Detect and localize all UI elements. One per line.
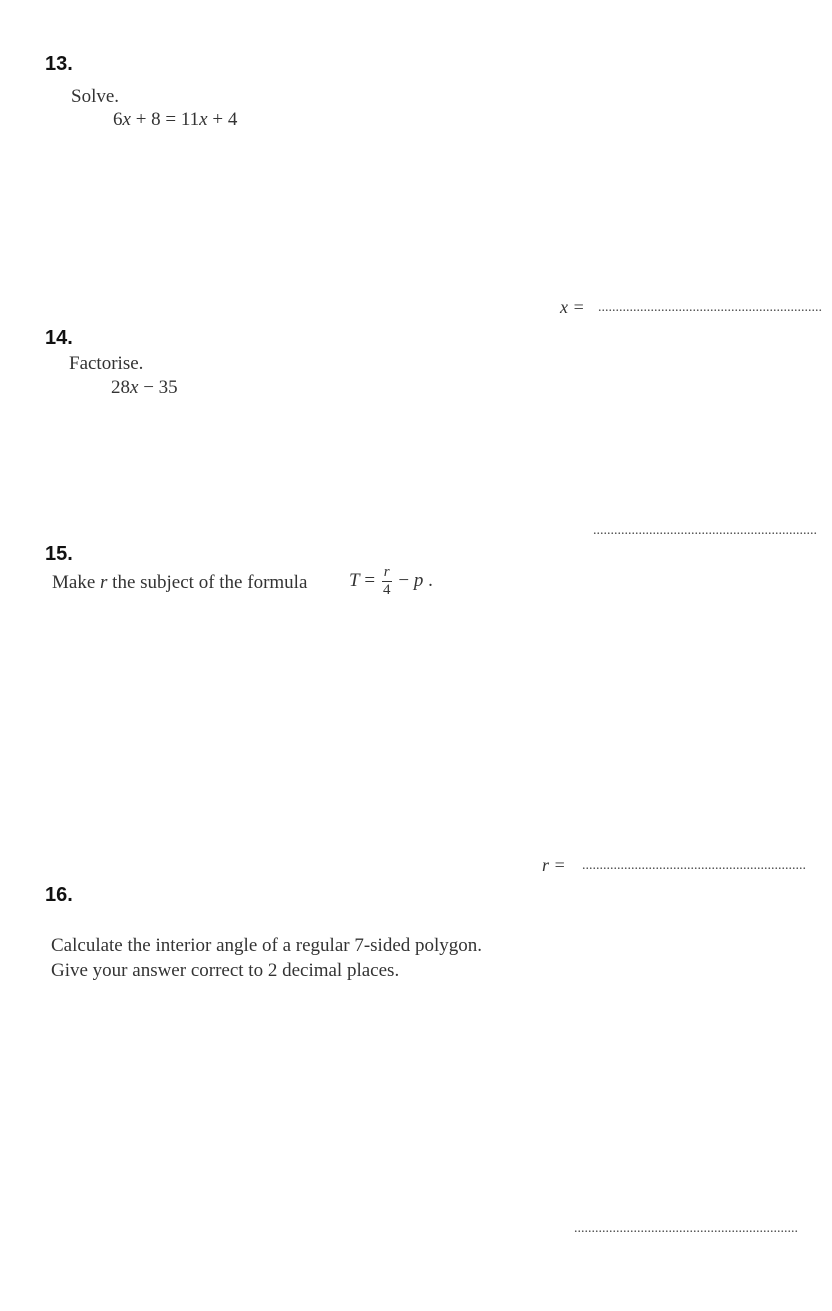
formula-end: . [423,569,433,591]
question-14-expression [111,377,178,399]
question-15-answer-line[interactable]: ................................................................ [582,858,806,873]
formula-p: p [413,569,424,591]
eq-var: x [122,109,131,130]
question-13-equation [113,109,237,131]
eq-var: x [199,109,208,130]
expr-part: − 35 [138,377,178,398]
question-13-answer-label: x = [560,297,585,317]
question-14-answer-line[interactable]: ................................................................ [593,523,817,538]
expr-part: 28 [111,377,130,398]
question-14-instruction: Factorise. [69,353,144,374]
instruction-text: Make [52,572,101,593]
formula-eq: = [359,569,380,591]
question-15-answer-label: r = [542,855,566,875]
question-16-line-1: Calculate the interior angle of a regular 7-sided polygon. [51,935,483,956]
question-16-answer-line[interactable]: ................................................................ [574,1221,798,1236]
question-13-number: 13. [45,53,73,75]
question-13-instruction: Solve. [71,86,120,107]
eq-part: 6 [113,109,123,130]
formula-minus: − [393,569,414,591]
eq-part: + 8 = 11 [130,109,200,130]
question-13-answer-line[interactable]: ................................................................ [598,300,822,315]
question-15-instruction [52,572,307,594]
question-16-number: 16. [45,884,73,906]
formula-lhs: T [349,569,360,591]
expr-var: x [130,377,139,398]
question-15-formula [349,565,433,598]
question-16-line-2: Give your answer correct to 2 decimal places. [51,960,400,981]
fraction-numerator: r [383,564,390,580]
instruction-text: the subject of the formula [107,572,308,593]
eq-part: + 4 [207,109,238,130]
question-14-number: 14. [45,327,73,349]
fraction-denominator: 4 [382,582,391,598]
formula-fraction [382,565,392,598]
instruction-var: r [100,572,108,593]
question-15-number: 15. [45,543,73,565]
